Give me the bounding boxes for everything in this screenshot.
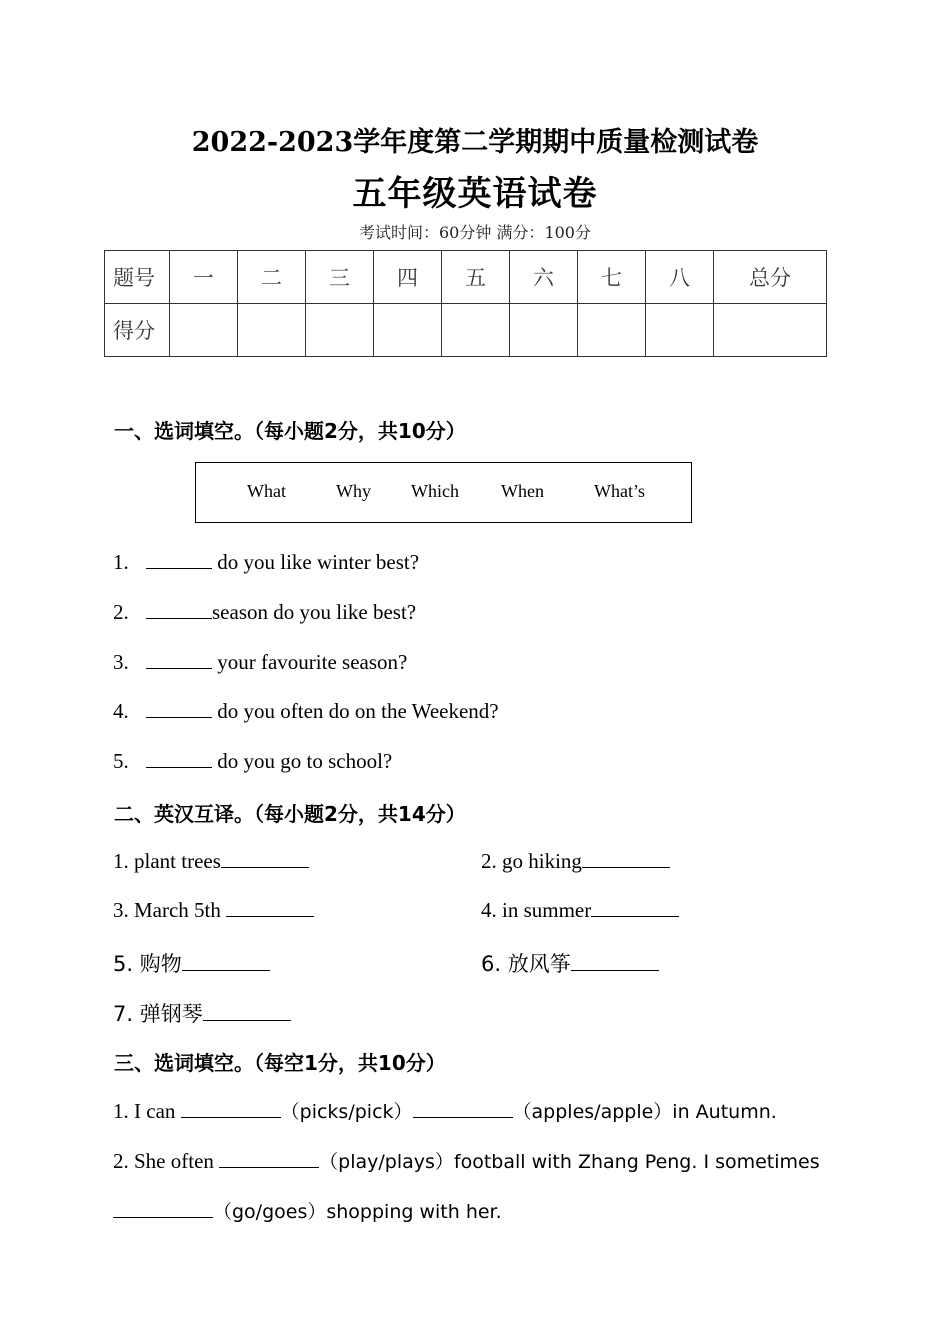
translation-item: [481, 849, 670, 874]
score-table-header: 四: [374, 251, 442, 304]
question-text: season do you like best?: [212, 600, 417, 624]
question: [113, 699, 499, 724]
score-cell: [306, 304, 374, 357]
answer-blank[interactable]: [413, 1099, 513, 1118]
question-number: 2.: [113, 600, 129, 624]
question-number: 5.: [113, 749, 129, 773]
answer-blank[interactable]: [219, 1149, 319, 1168]
answer-blank[interactable]: [181, 1099, 281, 1118]
translation-item: [481, 898, 679, 923]
score-table-header-row: [105, 251, 827, 304]
question-number: 1.: [113, 550, 129, 574]
exam-subtitle: 五年级英语试卷: [352, 174, 598, 214]
section2-heading: 二、英汉互译。（每小题2分，共14分）: [114, 802, 466, 826]
item-text: 7. 弹钢琴: [113, 1002, 203, 1026]
answer-blank[interactable]: [582, 849, 670, 868]
score-table-header: 六: [510, 251, 578, 304]
question: [113, 749, 392, 774]
question-text: do you like winter best?: [217, 550, 420, 574]
score-table-header: 七: [578, 251, 646, 304]
answer-blank[interactable]: [146, 600, 212, 619]
answer-blank[interactable]: [591, 898, 679, 917]
score-table-header: 一: [170, 251, 238, 304]
word-option: Which: [411, 481, 459, 501]
fill-question: [113, 1147, 820, 1174]
question-text: your favourite season?: [217, 650, 408, 674]
fill-question: [113, 1097, 777, 1124]
exam-info: 考试时间：60分钟 满分：100分: [359, 223, 591, 242]
question-text: （play/plays）football with Zhang Peng. I sometimes: [319, 1151, 820, 1173]
score-table-header: 八: [646, 251, 714, 304]
fill-question-continued: [113, 1197, 502, 1224]
score-row-label: 得分: [105, 304, 170, 357]
word-option: When: [501, 481, 544, 501]
score-cell: [578, 304, 646, 357]
score-table-header: 五: [442, 251, 510, 304]
section3-heading: 三、选词填空。（每空1分，共10分）: [114, 1051, 446, 1075]
question-text: 1. I can: [113, 1099, 176, 1123]
question: [113, 650, 407, 675]
score-cell: [442, 304, 510, 357]
question-text: do you often do on the Weekend?: [217, 699, 499, 723]
score-table-header: 总分: [714, 251, 827, 304]
question: [113, 600, 416, 625]
answer-blank[interactable]: [182, 952, 270, 971]
score-table-header: 三: [306, 251, 374, 304]
item-text: 5. 购物: [113, 952, 182, 976]
word-option: Why: [336, 481, 371, 501]
answer-blank[interactable]: [221, 849, 309, 868]
score-cell: [374, 304, 442, 357]
score-cell: [646, 304, 714, 357]
question-text: （go/goes）shopping with her.: [213, 1201, 502, 1223]
question-text: 2. She often: [113, 1149, 214, 1173]
word-box: [195, 462, 692, 523]
answer-blank[interactable]: [571, 952, 659, 971]
item-text: 2. go hiking: [481, 849, 582, 873]
item-text: 3. March 5th: [113, 898, 221, 922]
question: [113, 550, 419, 575]
question-text: （picks/pick）: [280, 1101, 413, 1123]
answer-blank[interactable]: [113, 1199, 213, 1218]
translation-item: [113, 898, 314, 923]
word-option: What: [247, 481, 286, 501]
question-number: 3.: [113, 650, 129, 674]
word-option: What’s: [594, 481, 645, 501]
item-text: 1. plant trees: [113, 849, 221, 873]
translation-item: [113, 849, 309, 874]
score-cell: [238, 304, 306, 357]
exam-title: 2022-2023学年度第二学期期中质量检测试卷: [191, 127, 759, 158]
answer-blank[interactable]: [146, 699, 212, 718]
question-text: do you go to school?: [217, 749, 393, 773]
score-table-header: 二: [238, 251, 306, 304]
section1-heading: 一、选词填空。（每小题2分，共10分）: [114, 419, 466, 443]
score-table: [104, 250, 827, 357]
item-text: 4. in summer: [481, 898, 592, 922]
answer-blank[interactable]: [226, 898, 314, 917]
item-text: 6. 放风筝: [481, 952, 571, 976]
question-text: （apples/apple）in Autumn.: [512, 1101, 777, 1123]
score-cell: [170, 304, 238, 357]
translation-item: [113, 948, 270, 978]
translation-item: [113, 998, 291, 1028]
score-table-score-row: [105, 304, 827, 357]
answer-blank[interactable]: [146, 550, 212, 569]
score-cell: [714, 304, 827, 357]
answer-blank[interactable]: [203, 1002, 291, 1021]
score-table-header: 题号: [105, 251, 170, 304]
answer-blank[interactable]: [146, 749, 212, 768]
question-number: 4.: [113, 699, 129, 723]
answer-blank[interactable]: [146, 650, 212, 669]
translation-item: [481, 948, 659, 978]
score-cell: [510, 304, 578, 357]
